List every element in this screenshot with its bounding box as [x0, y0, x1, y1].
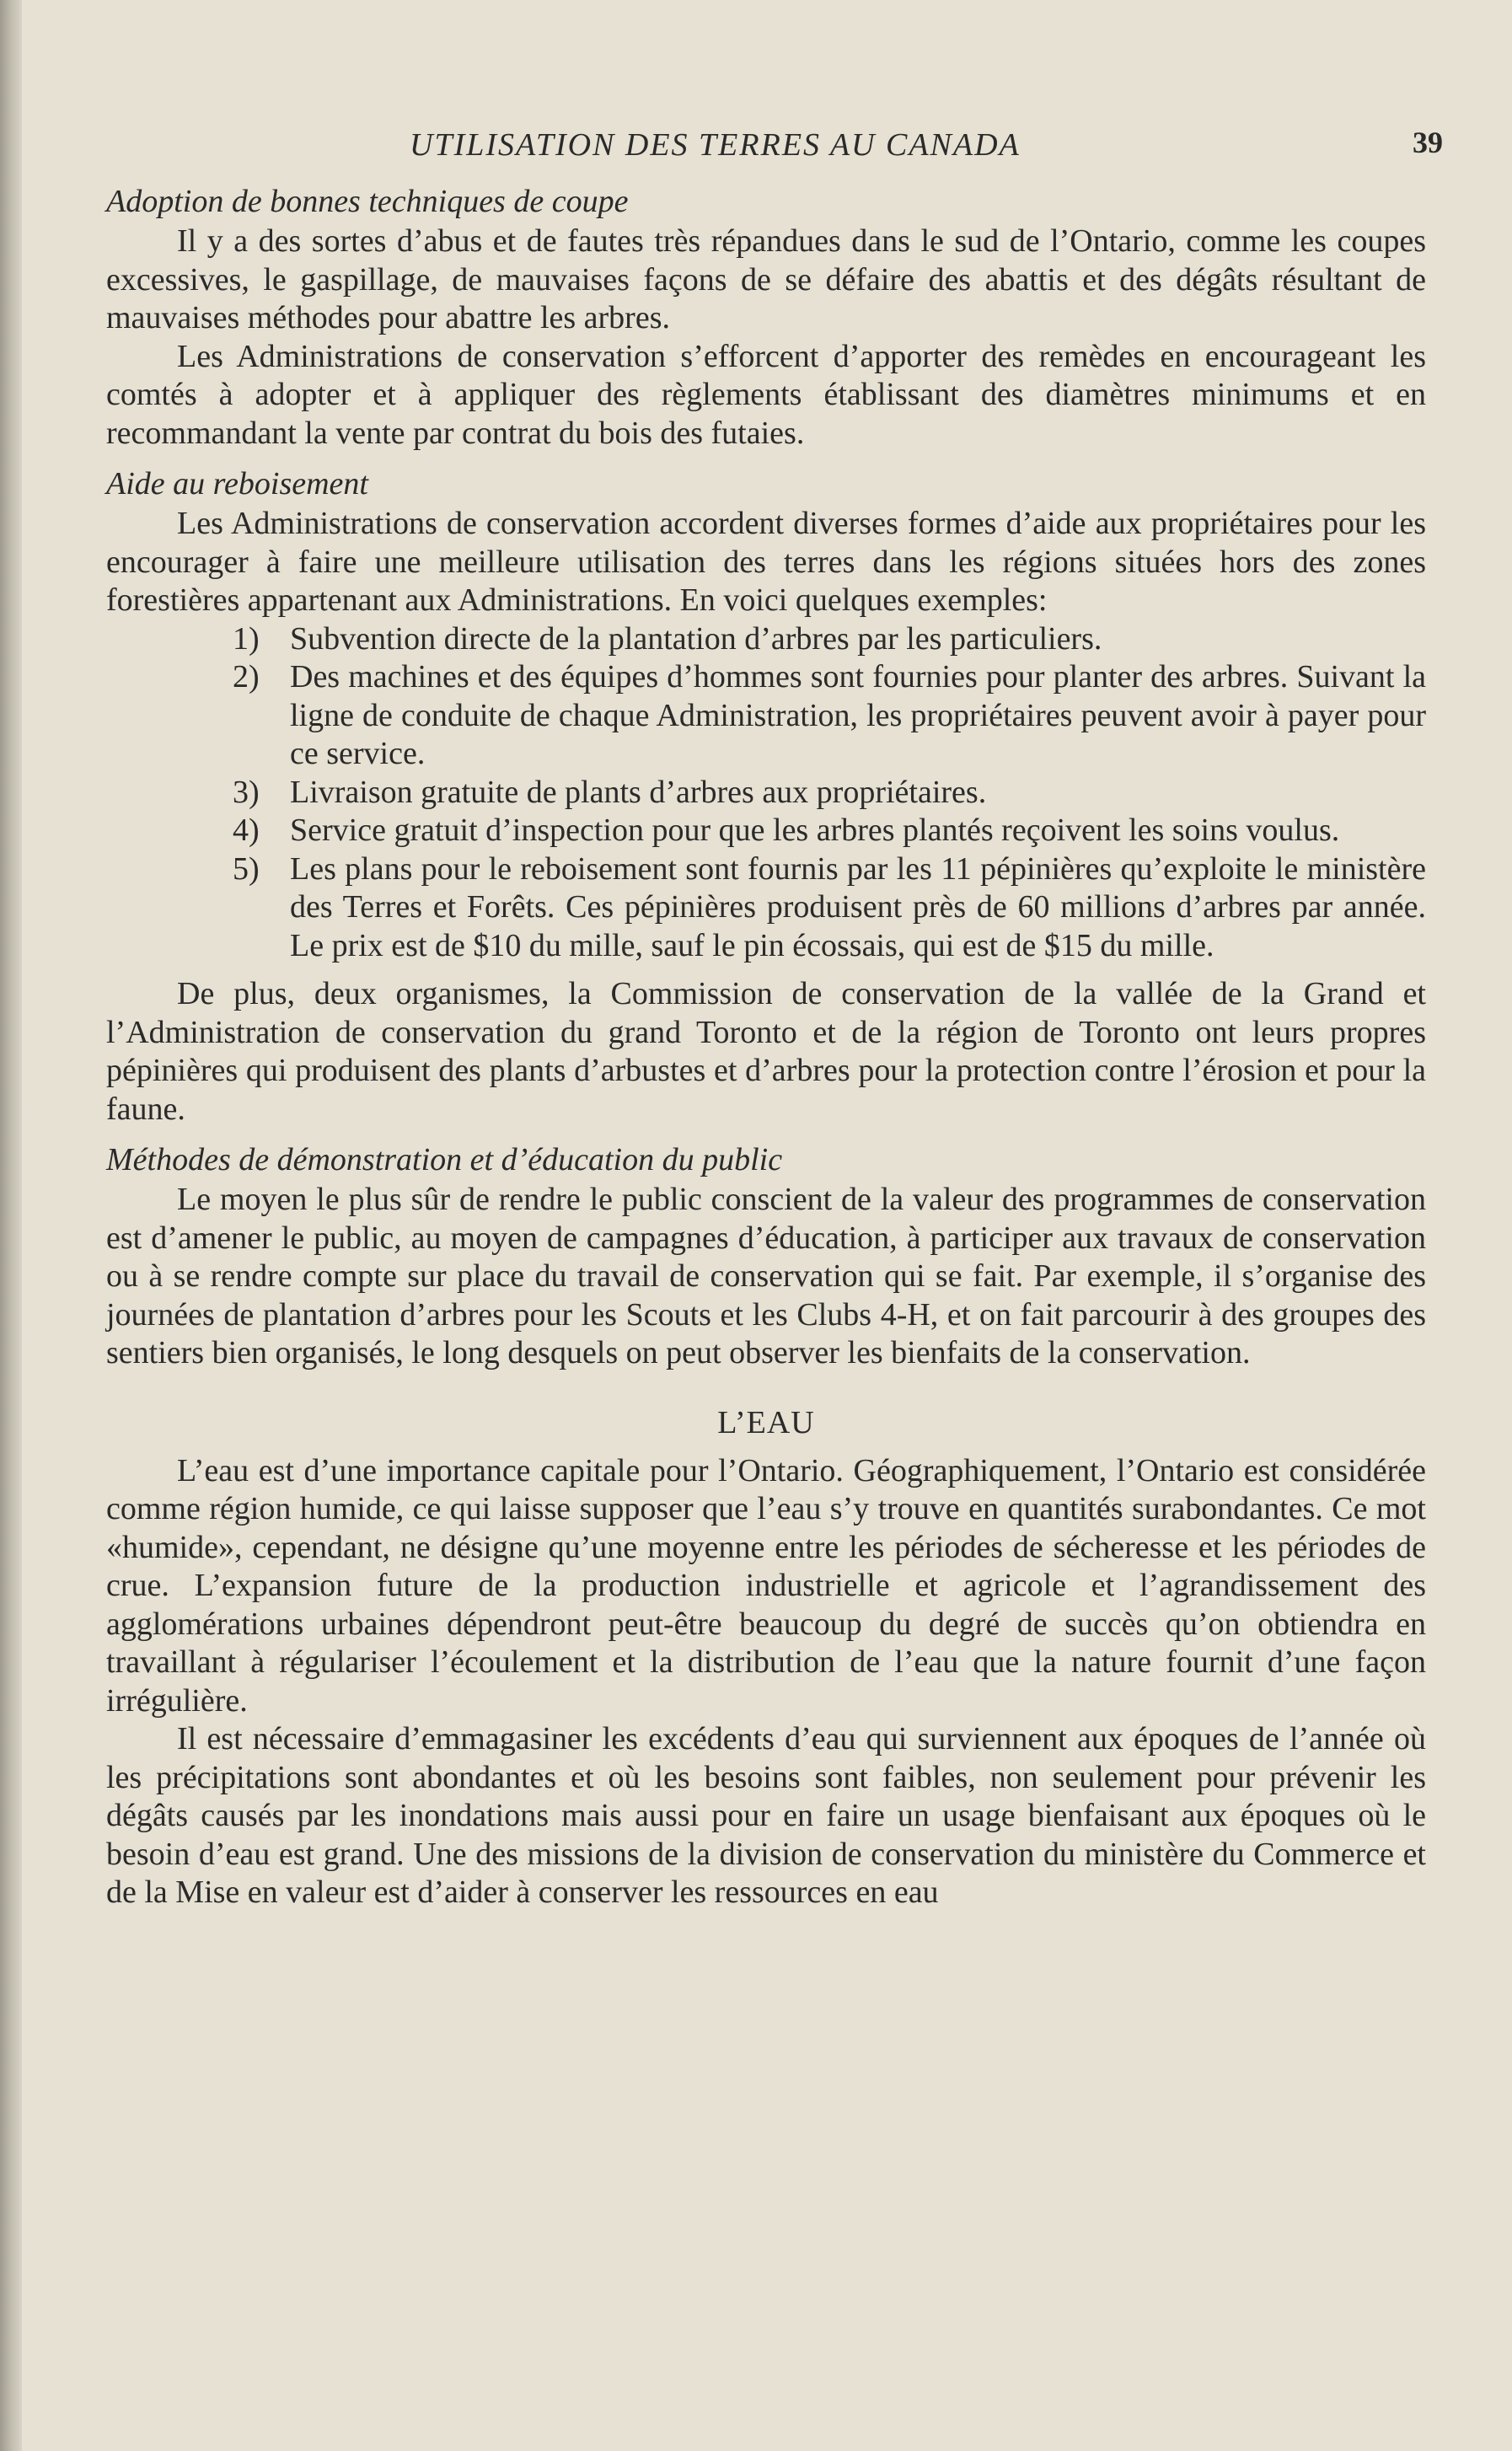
list-item-number: 3) [233, 774, 260, 810]
list-item-number: 5) [233, 850, 260, 887]
paragraph: De plus, deux organismes, la Commission de conservation de la vallée de la Grand et l’Administration de conservation du grand Toronto et de la région de Toronto ont leurs propres pépinières qui produisent des plants d’arbustes et d’arbres pour la protection contre l’érosion et pour la faune. [106, 976, 1426, 1127]
list-item-text: Les plans pour le reboisement sont fournis par les 11 pépinières qu’exploite le ministère des Terres et Forêts. Ces pépinières produisent près de 60 millions d’arbres par année. Le prix est de $10 du mille, sauf le pin écossais, qui est de $15 du mille. [290, 850, 1426, 963]
page-number: 39 [1413, 126, 1443, 159]
page-binding-edge [0, 0, 22, 2451]
paragraph: L’eau est d’une importance capitale pour l’Ontario. Géographiquement, l’Ontario est considérée comme région humide, ce qui laisse supposer que l’eau s’y trouve en quantités surabondantes. Ce mot «humide», cependant, ne désigne qu’une moyenne entre les périodes de sécheresse et les périodes de crue. L’expansion future de la production industrielle et agricole et l’agrandissement des agglomérations urbaines dépendront peut-être beaucoup du degré de succès qu’on obtiendra en travaillant à régulariser l’écoulement et la distribution de l’eau que la nature fournit d’une façon irrégulière. [106, 1452, 1426, 1719]
running-header [106, 118, 1443, 169]
chapter-eau [106, 1393, 1426, 1912]
section-demonstration-education [106, 1139, 1426, 1373]
list-item-text: Des machines et des équipes d’hommes sont fournies pour planter des arbres. Suivant la ligne de conduite de chaque Administration, les propriétaires peuvent avoir à payer pour ce service. [290, 659, 1426, 771]
list-item-text: Livraison gratuite de plants d’arbres aux propriétaires. [290, 774, 987, 810]
paragraph: Il y a des sortes d’abus et de fautes très répandues dans le sud de l’Ontario, comme les coupes excessives, le gaspillage, de mauvaises façons de se défaire des abattis et des dégâts résultant de mauvaises méthodes pour abattre les arbres. [106, 223, 1426, 335]
section-heading: Méthodes de démonstration et d’éducation du public [106, 1142, 783, 1177]
running-title: UTILISATION DES TERRES AU CANADA [410, 127, 1021, 163]
list-item-number: 1) [233, 620, 260, 657]
list-item [233, 620, 1426, 659]
paragraph: Le moyen le plus sûr de rendre le public conscient de la valeur des programmes de conservation est d’amener le public, au moyen de campagnes d’éducation, à participer aux travaux de conservation ou à se rendre compte sur place du travail de conservation qui se fait. Par exemple, il s’organise des journées de plantation d’arbres pour les Scouts et les Clubs 4-H, et on fait parcourir à des groupes des sentiers bien organisés, le long desquels on peut observer les bienfaits de la conservation. [106, 1182, 1426, 1370]
list-item-text: Service gratuit d’inspection pour que les arbres plantés reçoivent les soins voulus. [290, 813, 1340, 848]
list-item-number: 2) [233, 659, 260, 695]
section-aide-reboisement [106, 463, 1426, 1129]
list-item [233, 850, 1426, 966]
book-page [106, 118, 1443, 1912]
aid-list [106, 620, 1426, 966]
section-heading: Adoption de bonnes techniques de coupe [106, 184, 629, 219]
paragraph: Les Administrations de conservation s’efforcent d’apporter des remèdes en encourageant les comtés à adopter et à appliquer des règlements établissant des diamètres minimums et en recommandant la vente par contrat du bois des futaies. [106, 338, 1426, 451]
paragraph: Il est nécessaire d’emmagasiner les excédents d’eau qui surviennent aux époques de l’année où les précipitations sont abondantes et où les besoins sont faibles, non seulement pour prévenir les dégâts causés par les inondations mais aussi pour en faire un usage bienfaisant aux époques où le besoin d’eau est grand. Une des missions de la division de conservation du ministère du Commerce et de la Mise en valeur est d’aider à conserver les ressources en eau [106, 1721, 1426, 1910]
list-item-text: Subvention directe de la plantation d’arbres par les particuliers. [290, 620, 1102, 657]
section-bonnes-techniques-coupe [106, 180, 1426, 453]
list-item [233, 658, 1426, 774]
section-heading: Aide au reboisement [106, 466, 368, 501]
chapter-title: L’EAU [717, 1404, 815, 1440]
list-item [233, 812, 1426, 850]
list-item-number: 4) [233, 813, 260, 848]
paragraph: Les Administrations de conservation accordent diverses formes d’aide aux propriétaires pour les encourager à faire une meilleure utilisation des terres dans les régions situées hors des zones forestières appartenant aux Administrations. En voici quelques exemples: [106, 506, 1426, 618]
list-item [233, 774, 1426, 813]
